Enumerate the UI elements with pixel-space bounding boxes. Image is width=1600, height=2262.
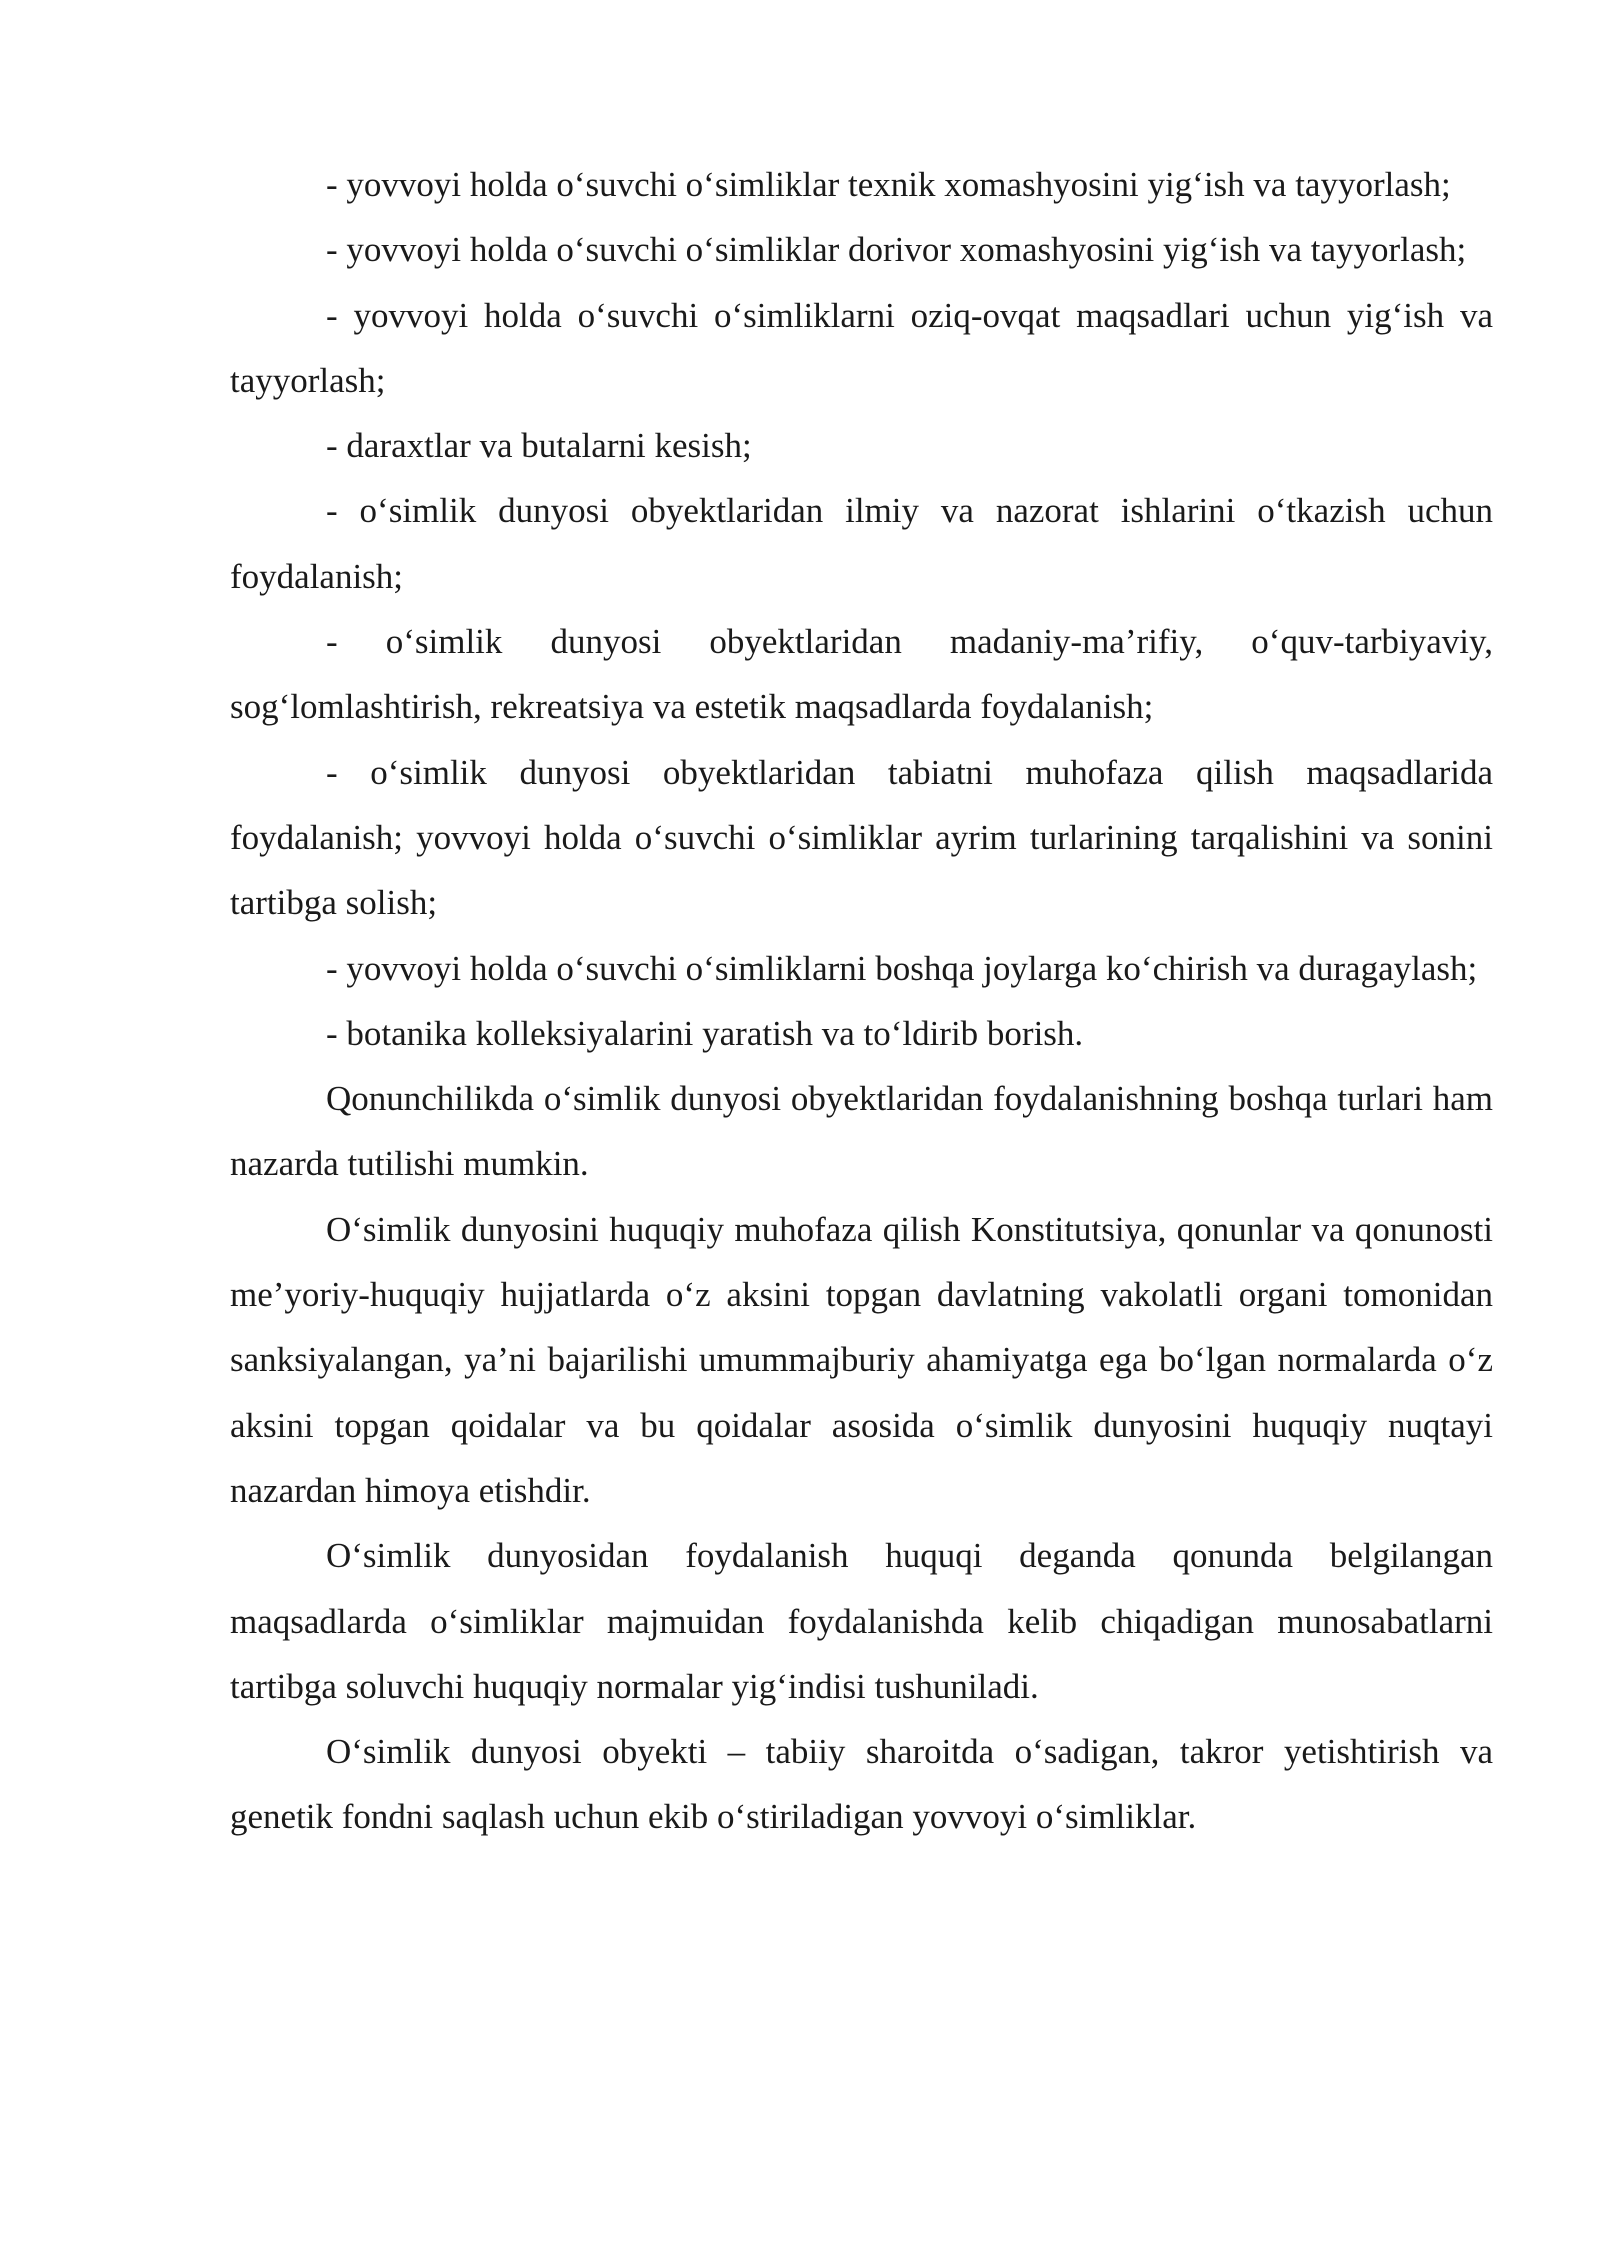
list-item-medicinal-raw-materials: - yovvoyi holda o‘suvchi o‘simliklar dorivor xomashyosini yig‘ish va tayyorlash; <box>326 230 1467 270</box>
paragraph-other-uses: Qonunchilikda o‘simlik dunyosi obyektlaridan foydalanishning boshqa turlari ham nazarda tutilishi mumkin. <box>230 1079 1493 1184</box>
list-item-food-purposes: - yovvoyi holda o‘suvchi o‘simliklarni oziq-ovqat maqsadlari uchun yig‘ish va tayyorlash; <box>230 295 1493 400</box>
list-item-tree-cutting: - daraxtlar va butalarni kesish; <box>326 426 752 466</box>
document-page <box>230 152 1493 1850</box>
paragraph-legal-protection: O‘simlik dunyosini huquqiy muhofaza qilish Konstitutsiya, qonunlar va qonunosti me’yoriy-huquqiy hujjatlarda o‘z aksini topgan davlatning vakolatli organi tomonidan sanksiyalangan, ya’ni bajarilishi umummajburiy ahamiyatga ega bo‘lgan normalarda o‘z aksini topgan qoidalar va bu qoidalar asosida o‘simlik dunyosini huquqiy nuqtayi nazardan himoya etishdir. <box>230 1209 1493 1510</box>
list-item-relocation-hybridization: - yovvoyi holda o‘suvchi o‘simliklarni boshqa joylarga ko‘chirish va duragaylash; <box>326 948 1478 988</box>
list-item-technical-raw-materials: - yovvoyi holda o‘suvchi o‘simliklar texnik xomashyosini yig‘ish va tayyorlash; <box>326 165 1451 204</box>
list-item-cultural-educational-use: - o‘simlik dunyosi obyektlaridan madaniy-ma’rifiy, o‘quv-tarbiyaviy, sog‘lomlashtirish, rekreatsiya va estetik maqsadlarda foydalanish; <box>230 622 1493 727</box>
paragraph-plant-world-object: O‘simlik dunyosi obyekti – tabiiy sharoitda o‘sadigan, takror yetishtirish va genetik fondni saqlash uchun ekib o‘stiriladigan yovvoyi o‘simliklar. <box>230 1732 1493 1837</box>
list-item-botanical-collections: - botanika kolleksiyalarini yaratish va to‘ldirib borish. <box>326 1013 1084 1053</box>
list-item-nature-protection-use: - o‘simlik dunyosi obyektlaridan tabiatni muhofaza qilish maqsadlarida foydalanish; yovvoyi holda o‘suvchi o‘simliklar ayrim turlarining tarqalishini va sonini tartibga solish; <box>230 752 1493 923</box>
list-item-scientific-use: - o‘simlik dunyosi obyektlaridan ilmiy va nazorat ishlarini o‘tkazish uchun foydalanish; <box>230 491 1493 596</box>
paragraph-right-of-use: O‘simlik dunyosidan foydalanish huquqi deganda qonunda belgilangan maqsadlarda o‘simliklar majmuidan foydalanishda kelib chiqadigan munosabatlarni tartibga soluvchi huquqiy normalar yig‘indisi tushuniladi. <box>230 1536 1493 1706</box>
